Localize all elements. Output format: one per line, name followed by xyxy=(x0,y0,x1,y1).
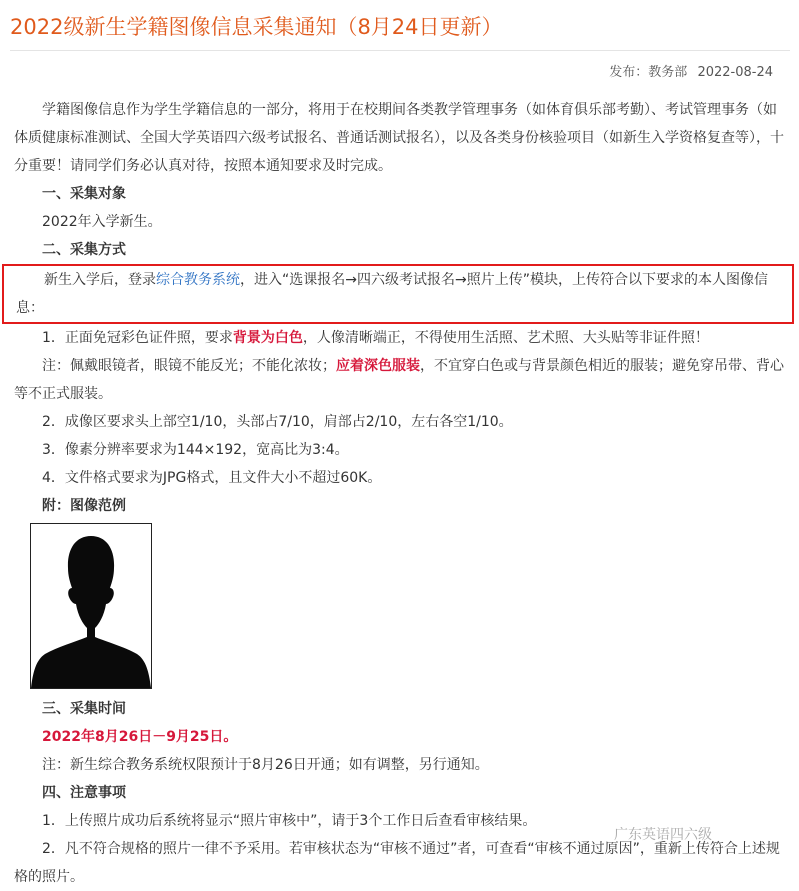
requirement-4: 4．文件格式要求为JPG格式，且文件大小不超过60K。 xyxy=(42,470,382,486)
requirement-note xyxy=(14,352,786,408)
title-divider xyxy=(10,50,790,51)
academic-system-link[interactable]: 综合教务系统 xyxy=(156,272,240,288)
intro-paragraph: 学籍图像信息作为学生学籍信息的一部分，将用于在校期间各类教学管理事务（如体育俱乐部考勤）、考试管理事务（如体质健康标准测试、全国大学英语四六级考试报名、普通话测试报名），以及各类身份核验项目（如新生入学资格复查等），十分重要！请同学们务必认真对待，按照本通知要求及时完成。 xyxy=(14,102,784,174)
requirement-1 xyxy=(14,324,786,352)
publish-date: 2022-08-24 xyxy=(697,65,773,80)
collection-dates: 2022年8月26日－9月25日。 xyxy=(42,729,238,745)
publisher-label: 发布：教务部 xyxy=(609,65,688,80)
requirement-3: 3．像素分辨率要求为144×192，宽高比为3:4。 xyxy=(42,442,349,458)
white-background-emphasis: 背景为白色 xyxy=(232,330,303,346)
method-text-a: 新生入学后，登录 xyxy=(44,272,156,288)
note-text-a: 注：佩戴眼镜者，眼镜不能反光；不能化浓妆； xyxy=(42,358,336,374)
requirement-1-text-b: ，人像清晰端正，不得使用生活照、艺术照、大头贴等非证件照！ xyxy=(302,330,709,346)
notice-item-1: 1．上传照片成功后系统将显示“照片审核中”，请于3个工作日后查看审核结果。 xyxy=(42,813,537,829)
section-heading-notes: 四、注意事项 xyxy=(42,785,126,801)
requirement-2: 2．成像区要求头上部空1/10，头部占7/10，肩部占2/10，左右各空1/10。 xyxy=(42,414,513,430)
section-heading-method: 二、采集方式 xyxy=(42,242,126,258)
requirement-1-text-a: 1．正面免冠彩色证件照，要求 xyxy=(42,330,233,346)
example-heading: 附：图像范例 xyxy=(42,498,126,514)
dark-clothing-emphasis: 应着深色服装 xyxy=(336,358,420,374)
publish-meta xyxy=(603,61,773,80)
page-title: 2022级新生学籍图像信息采集通知（8月24日更新） xyxy=(10,15,503,39)
time-note: 注：新生综合教务系统权限预计于8月26日开通；如有调整，另行通知。 xyxy=(42,757,489,773)
method-instruction xyxy=(16,266,784,322)
method-text-b: ，进入“选课报名→四六级考试报名→照片上传”模块，上传符合以下要求的本人图像信息： xyxy=(16,272,768,316)
section-heading-time: 三、采集时间 xyxy=(42,701,126,717)
person-silhouette-icon xyxy=(31,524,151,688)
example-id-photo xyxy=(30,523,152,689)
target-text: 2022年入学新生。 xyxy=(42,214,162,230)
highlight-box xyxy=(2,264,794,324)
note-text-b: ，不宜穿白色或与背景颜色相近的服装；避免穿吊带、背心等不正式服装。 xyxy=(14,358,784,402)
article-body xyxy=(14,96,786,891)
watermark: 广东英语四六级 xyxy=(614,827,712,843)
section-heading-target: 一、采集对象 xyxy=(42,186,126,202)
notice-item-2: 2．凡不符合规格的照片一律不予采用。若审核状态为“审核不通过”者，可查看“审核不通过原因”，重新上传符合上述规格的照片。 xyxy=(14,841,780,885)
